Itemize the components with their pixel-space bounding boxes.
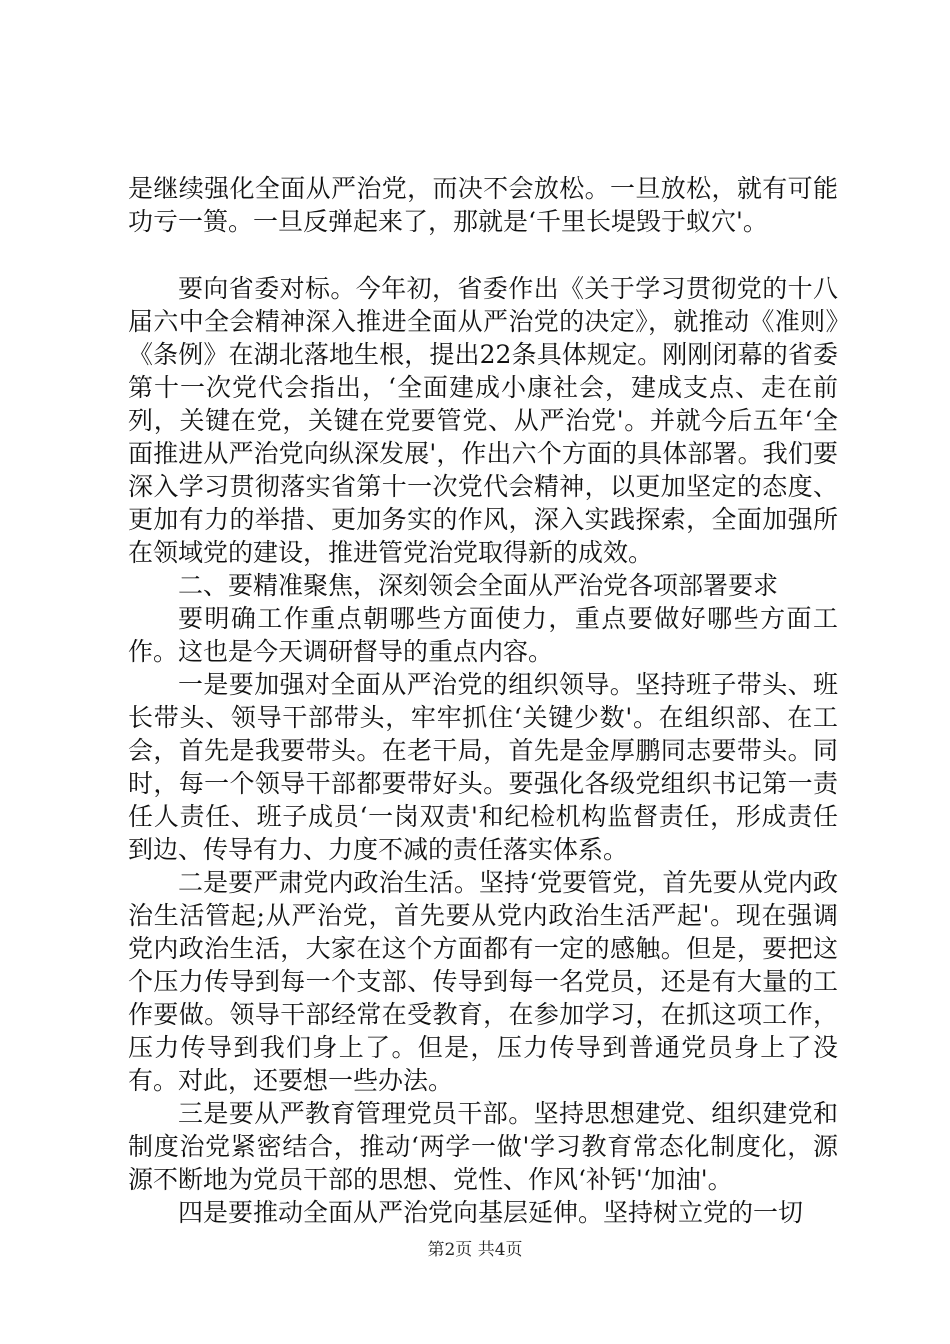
page-footer: 第2页 共4页 — [427, 1240, 523, 1260]
paragraph-point-three: 三是要从严教育管理党员干部。坚持思想建党、组织建党和制度治党紧密结合，推动‘两学一做'学习教育常态化制度化，源源不断地为党员干部的思想、党性、作风‘补钙'‘加油'。 — [128, 1099, 838, 1194]
document-body — [128, 172, 838, 1229]
section-heading-two: 二、要精准聚焦，深刻领会全面从严治党各项部署要求 — [178, 571, 779, 600]
paragraph-work-focus: 要明确工作重点朝哪些方面使力，重点要做好哪些方面工作。这也是今天调研督导的重点内容。 — [128, 604, 838, 666]
paragraph-point-one: 一是要加强对全面从严治党的组织领导。坚持班子带头、班长带头、领导干部带头，牢牢抓住‘关键少数'。在组织部、在工会，首先是我要带头。在老干局，首先是金厚鹏同志要带头。同时，每一个领导干部都要带好头。要强化各级党组织书记第一责任人责任、班子成员‘一岗双责'和纪检机构监督责任，形成责任到边、传导有力、力度不减的责任落实体系。 — [128, 670, 838, 864]
paragraph-provincial-benchmark: 要向省委对标。今年初，省委作出《关于学习贯彻党的十八届六中全会精神深入推进全面从严治党的决定》，就推动《准则》《条例》在湖北落地生根，提出22条具体规定。刚刚闭幕的省委第十一次党代会指出，‘全面建成小康社会，建成支点、走在前列，关键在党，关键在党要管党、从严治党'。并就今后五年‘全面推进从严治党向纵深发展'，作出六个方面的具体部署。我们要深入学习贯彻落实省第十一次党代会精神，以更加坚定的态度、更加有力的举措、更加务实的作风，深入实践探索，全面加强所在领域党的建设，推进管党治党取得新的成效。 — [128, 274, 838, 567]
paragraph-point-four: 四是要推动全面从严治党向基层延伸。坚持树立党的一切 — [178, 1198, 804, 1227]
paragraph-continuation: 是继续强化全面从严治党，而决不会放松。一旦放松，就有可能功亏一篑。一旦反弹起来了，那就是‘千里长堤毁于蚁穴'。 — [128, 174, 838, 236]
paragraph-point-two: 二是要严肃党内政治生活。坚持‘党要管党，首先要从党内政治生活管起;从严治党，首先要从党内政治生活严起'。现在强调党内政治生活，大家在这个方面都有一定的感触。但是，要把这个压力传导到每一个支部、传导到每一名党员，还是有大量的工作要做。领导干部经常在受教育，在参加学习，在抓这项工作，压力传导到我们身上了。但是，压力传导到普通党员身上了没有。对此，还要想一些办法。 — [128, 868, 838, 1095]
